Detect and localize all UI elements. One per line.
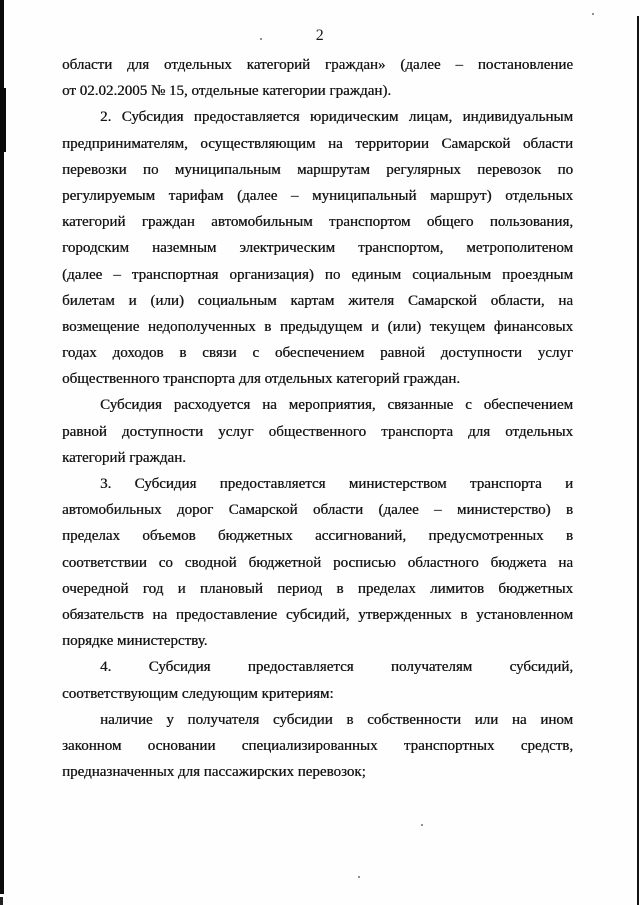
text-line: обязательств на предоставление субсидий, утвержденных в установленном: [62, 606, 573, 623]
scan-speck: [421, 824, 423, 826]
page-number: 2: [315, 27, 325, 44]
text-line: возмещение недополученных в предыдущем и (или) текущем финансовых: [62, 318, 573, 335]
document-body: [62, 52, 573, 785]
text-line: области для отдельных категорий граждан» (далее – постановление: [62, 57, 573, 73]
text-line: наличие у получателя субсидии в собственности или на ином: [100, 711, 573, 728]
text-line: общественного транспорта для отдельных категорий граждан.: [62, 371, 460, 388]
text-line: 3. Субсидия предоставляется министерством транспорта и: [100, 476, 573, 492]
text-line: порядке министерству.: [62, 633, 208, 650]
scan-speck: [358, 876, 360, 878]
scan-edge-right: [637, 16, 639, 905]
text-line: категорий граждан.: [62, 449, 186, 466]
text-line: автомобильных дорог Самарской области (далее – министерство) в: [62, 502, 573, 519]
text-line: законном основании специализированных транспортных средств,: [62, 737, 573, 754]
text-line: пределах объемов бюджетных ассигнований, предусмотренных в: [62, 528, 573, 545]
text-line: предпринимателям, осуществляющим на территории Самарской области: [62, 135, 573, 152]
scan-speck: [592, 13, 594, 15]
text-line: регулируемым тарифам (далее – муниципальный маршрут) отдельных: [62, 187, 573, 204]
scan-edge-left-bulge: [0, 88, 6, 152]
text-line: годах доходов в связи с обеспечением равной доступности услуг: [62, 345, 573, 362]
text-line: соответствии со сводной бюджетной росписью областного бюджета на: [62, 554, 573, 571]
text-line: от 02.02.2005 № 15, отдельные категории граждан).: [62, 83, 392, 100]
text-line: предназначенных для пассажирских перевозок;: [62, 764, 366, 781]
text-line: городским наземным электрическим транспортом, метрополитеном: [62, 240, 573, 257]
text-line: (далее – транспортная организация) по единым социальным проездным: [62, 266, 573, 283]
text-line: 2. Субсидия предоставляется юридическим лицам, индивидуальным: [100, 109, 573, 126]
scan-edge-left-tail: [0, 897, 3, 905]
text-line: 4. Субсидия предоставляется получателям субсидий,: [100, 659, 573, 676]
text-line: категорий граждан автомобильным транспортом общего пользования,: [62, 214, 573, 231]
text-line: перевозки по муниципальным маршрутам регулярных перевозок по: [62, 161, 573, 178]
text-line: равной доступности услуг общественного транспорта для отдельных: [62, 423, 573, 440]
text-line: билетам и (или) социальным картам жителя Самарской области, на: [62, 292, 573, 309]
text-line: очередной год и плановый период в пределах лимитов бюджетных: [62, 580, 573, 597]
text-line: Субсидия расходуется на мероприятия, связанные с обеспечением: [100, 397, 573, 414]
text-line: соответствующим следующим критериям:: [62, 685, 334, 702]
